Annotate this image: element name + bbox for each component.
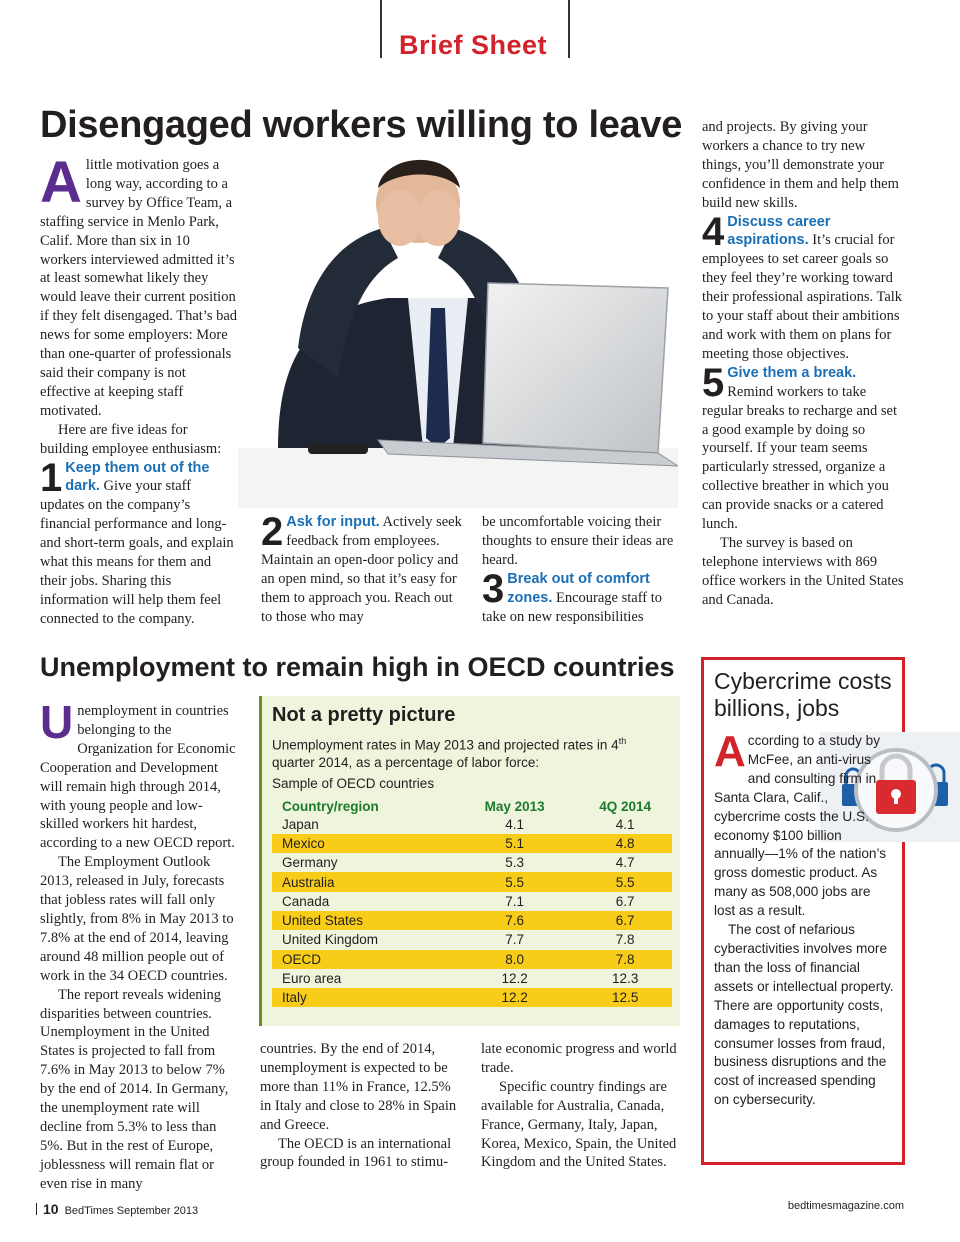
q4-2014-cell: 7.8 bbox=[568, 950, 672, 969]
paragraph: ccording to a study by McFee, an anti-virus and consulting firm in Santa Clara, Calif., cybercrime costs the U.S. economy $100 billion annually—1% of the nation’s gross domestic product. As many as 508,000 jobs are lost as a result. bbox=[714, 733, 887, 919]
table-row bbox=[272, 930, 672, 949]
paragraph: The survey is based on telephone interviews with 869 office workers in the United States and Canada. bbox=[702, 534, 904, 608]
q4-2014-cell: 7.8 bbox=[615, 932, 635, 948]
table-row bbox=[272, 892, 672, 911]
paragraph: Here are five ideas for building employee enthusiasm: bbox=[40, 421, 222, 457]
drop-cap: A bbox=[714, 727, 746, 776]
column-header: 4Q 2014 bbox=[599, 798, 652, 814]
paragraph: countries. By the end of 2014, unemployment is expected to be more than 11% in France, 12.5% in Italy and close to 28% in Spain and Greece. bbox=[260, 1041, 457, 1133]
tip-number: 2 bbox=[261, 510, 284, 554]
tip-body: It’s crucial for employees to set career goals so they feel they’re working toward their professional aspirations. Talk to your staff about their ambitions and work with them on plans for meeting those objectives. bbox=[702, 232, 903, 362]
q4-2014-cell: 4.8 bbox=[568, 834, 672, 853]
may-2013-cell: 8.0 bbox=[451, 950, 568, 969]
q4-2014-cell: 6.7 bbox=[615, 893, 635, 909]
q4-2014-cell: 6.7 bbox=[568, 911, 672, 930]
may-2013-cell: 7.7 bbox=[505, 932, 525, 948]
paragraph: Specific country findings are available for Australia, Canada, France, Germany, Italy, Japan, Korea, Mexico, Spain, the United Kingdom and the United States. bbox=[481, 1078, 677, 1171]
paragraph: nemployment in countries belonging to the Organization for Economic Cooperation and Development will remain high through 2014, with young people and low-skilled workers hit hardest, according to a new OECD report. bbox=[40, 703, 236, 852]
tip-title: Give them a break. bbox=[727, 364, 857, 381]
tip-body: Remind workers to take regular breaks to recharge and set a good example by doing so yourself. If your team seems particularly stressed, organize a collective breather in which you can provide snacks or a catered lunch. bbox=[702, 383, 897, 533]
article-column-3 bbox=[481, 1040, 681, 1172]
tip-title: Ask for input. bbox=[286, 514, 380, 530]
stressed-worker-photo bbox=[238, 148, 678, 508]
table-title: Not a pretty picture bbox=[272, 704, 456, 726]
country-cell: OECD bbox=[272, 950, 451, 969]
paragraph: The Employment Outlook 2013, released in July, forecasts that jobless rates will fall only slightly, from 8% in May 2013 to 7.8% at the end of 2014, leaving around 48 million people out of work in the 34 OECD countries. bbox=[40, 854, 234, 984]
article-column-2 bbox=[260, 1040, 460, 1172]
country-cell: Mexico bbox=[272, 834, 451, 853]
may-2013-cell: 7.1 bbox=[505, 893, 525, 909]
tip-body: Encourage staff to take on new responsibilities bbox=[482, 589, 663, 625]
article-headline: Disengaged workers willing to leave bbox=[40, 104, 683, 146]
article-column-1 bbox=[40, 150, 238, 629]
table-row bbox=[272, 872, 672, 891]
tip-title: Discuss career aspirations. bbox=[727, 213, 831, 249]
may-2013-cell: 5.5 bbox=[451, 872, 568, 891]
section-label: Brief Sheet bbox=[398, 30, 548, 60]
table-header-row bbox=[272, 797, 672, 815]
table-subtitle: Unemployment rates in May 2013 and projected rates in 4th quarter 2014, as a percentage of labor force: bbox=[272, 736, 627, 770]
column-header: May 2013 bbox=[484, 798, 545, 814]
country-cell: Euro area bbox=[282, 971, 342, 987]
tip-title: Keep them out of the dark. bbox=[65, 459, 210, 495]
table-note: Sample of OECD countries bbox=[272, 775, 435, 791]
table-row bbox=[272, 834, 672, 853]
website-link[interactable]: bedtimesmagazine.com bbox=[787, 1200, 904, 1212]
tip-number: 1 bbox=[40, 455, 63, 500]
may-2013-cell: 4.1 bbox=[505, 816, 525, 832]
article-column-4 bbox=[702, 118, 904, 610]
may-2013-cell: 5.3 bbox=[505, 855, 525, 871]
paragraph: late economic progress and world trade. bbox=[481, 1041, 677, 1076]
q4-2014-cell: 4.1 bbox=[615, 816, 635, 832]
paragraph: The report reveals widening disparities between countries. Unemployment in the United States is projected to fall from 7.6% in May 2013 to below 7% by the end of 2014. In Germany, the unemployment rate will decline from 5.3% to less than 5%. But in the rest of Europe, joblessness will remain flat or even rise in many bbox=[40, 986, 229, 1192]
drop-cap: A bbox=[40, 150, 82, 215]
article-column-3 bbox=[482, 513, 680, 626]
tip-title: Break out of comfort zones. bbox=[507, 570, 650, 606]
tip-number: 3 bbox=[482, 566, 505, 611]
table-row bbox=[272, 950, 672, 969]
q4-2014-cell: 12.5 bbox=[568, 988, 672, 1007]
tip-body: and projects. By giving your workers a chance to try new things, you’ll demonstrate your confidence in them and help them build new skills. bbox=[702, 119, 899, 211]
country-cell: United Kingdom bbox=[282, 932, 379, 948]
tip-body: Actively seek feedback from employees. Maintain an open-door policy and an open mind, so that it’s easy for them to approach you. Reach out to those who may bbox=[261, 514, 462, 625]
table-row bbox=[272, 853, 672, 872]
table-row bbox=[272, 969, 672, 988]
drop-cap: U bbox=[40, 696, 74, 748]
country-cell: Italy bbox=[272, 988, 451, 1007]
tip-number: 5 bbox=[702, 360, 725, 405]
paragraph: little motivation goes a long way, according to a survey by Office Team, a staffing service in Menlo Park, Calif. More than six in 10 workers interviewed admitted it’s at least somewhat likely they would leave their current position if they felt disengaged. That’s bad news for some employers: More than one-quarter of professionals said their company is not effective at keeping staff motivated. bbox=[40, 157, 238, 419]
article-column-1 bbox=[40, 696, 238, 1194]
country-cell: Japan bbox=[282, 816, 319, 832]
q4-2014-cell: 12.3 bbox=[612, 971, 639, 987]
q4-2014-cell: 5.5 bbox=[568, 872, 672, 891]
may-2013-cell: 7.6 bbox=[451, 911, 568, 930]
table-row bbox=[272, 988, 672, 1007]
footer-divider bbox=[36, 1203, 37, 1215]
tip-number: 4 bbox=[702, 209, 725, 254]
tip-body: Give your staff updates on the company’s financial performance and long- and short-term goals, and explain what this means for them and their jobs. Sharing this information will help them feel connected to the company. bbox=[40, 478, 234, 627]
country-cell: Germany bbox=[282, 855, 338, 871]
unemployment-table-box bbox=[259, 696, 680, 1026]
publication-info: BedTimes September 2013 bbox=[64, 1205, 199, 1217]
page-number: 10 bbox=[43, 1201, 59, 1217]
table-row bbox=[272, 815, 672, 834]
paragraph: The cost of nefarious cyberactivities involves more than the loss of financial assets or intellectual property. There are opportunity costs, damages to reputations, consumer losses from fraud, business disruptions and the cost of increased spending on cybersecurity. bbox=[714, 922, 894, 1108]
sidebar-title: Cybercrime costs billions, jobs bbox=[714, 668, 892, 721]
may-2013-cell: 5.1 bbox=[451, 834, 568, 853]
country-cell: Canada bbox=[282, 893, 330, 909]
column-header: Country/region bbox=[282, 798, 379, 814]
may-2013-cell: 12.2 bbox=[451, 988, 568, 1007]
sidebar-body bbox=[714, 727, 894, 1110]
article-column-2 bbox=[261, 510, 463, 626]
article-headline: Unemployment to remain high in OECD countries bbox=[40, 652, 675, 682]
may-2013-cell: 12.2 bbox=[501, 971, 528, 987]
country-cell: United States bbox=[272, 911, 451, 930]
tip-body: be uncomfortable voicing their thoughts to ensure their ideas are heard. bbox=[482, 514, 674, 568]
page-footer-left bbox=[36, 1201, 198, 1217]
paragraph: The OECD is an international group founded in 1961 to stimu- bbox=[260, 1135, 452, 1171]
unemployment-table bbox=[272, 797, 672, 1008]
country-cell: Australia bbox=[272, 872, 451, 891]
table-row bbox=[272, 911, 672, 930]
q4-2014-cell: 4.7 bbox=[615, 855, 635, 871]
